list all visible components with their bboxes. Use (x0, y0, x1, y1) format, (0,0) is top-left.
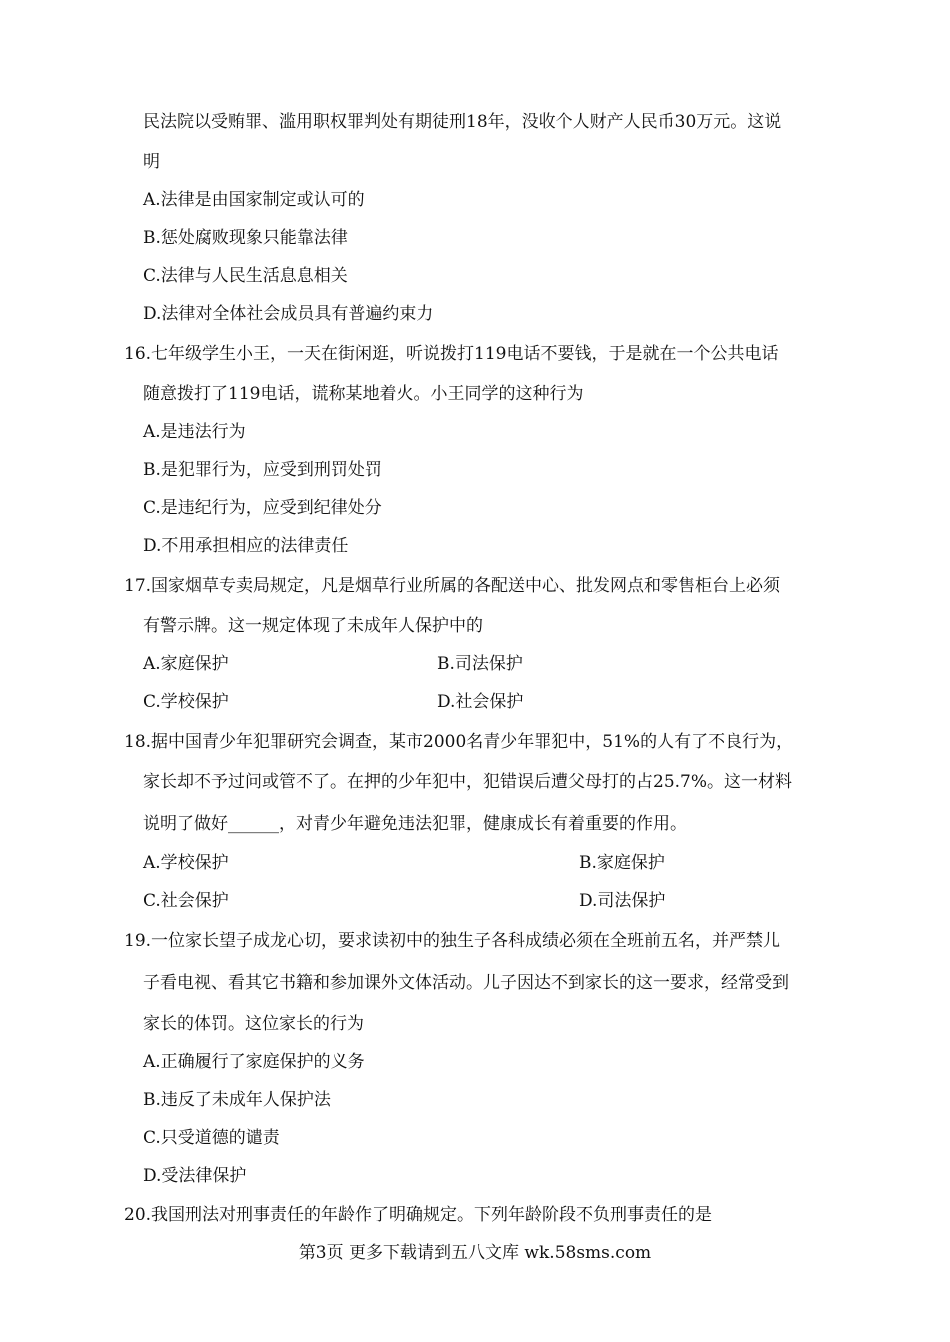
q16-stem-line2: 随意拨打了119电话，谎称某地着火。小王同学的这种行为 (143, 384, 584, 404)
q15-option-b: B.惩处腐败现象只能靠法律 (143, 228, 348, 248)
q19-option-b: B.违反了未成年人保护法 (143, 1090, 331, 1110)
q19-stem-line2: 子看电视、看其它书籍和参加课外文体活动。儿子因达不到家长的这一要求，经常受到 (143, 973, 789, 993)
q17-stem-line1: 17.国家烟草专卖局规定，凡是烟草行业所属的各配送中心、批发网点和零售柜台上必须 (124, 576, 781, 596)
q18-option-c: C.社会保护 (143, 891, 229, 911)
page-footer: 第3页 更多下载请到五八文库 wk.58sms.com (298, 1243, 652, 1263)
q15-stem-line2: 明 (143, 152, 160, 172)
q17-option-c: C.学校保护 (143, 692, 229, 712)
q18-stem-line3: 说明了做好______，对青少年避免违法犯罪，健康成长有着重要的作用。 (143, 814, 687, 834)
q18-option-d: D.司法保护 (579, 891, 666, 911)
q18-stem-line2: 家长却不予过问或管不了。在押的少年犯中，犯错误后遭父母打的占25.7%。这一材料 (143, 772, 793, 792)
q16-option-a: A.是违法行为 (143, 422, 246, 442)
q19-option-c: C.只受道德的谴责 (143, 1128, 280, 1148)
q16-option-d: D.不用承担相应的法律责任 (143, 536, 349, 556)
q15-option-a: A.法律是由国家制定或认可的 (143, 190, 365, 210)
q20-stem-line1: 20.我国刑法对刑事责任的年龄作了明确规定。下列年龄阶段不负刑事责任的是 (124, 1205, 713, 1225)
q19-option-d: D.受法律保护 (143, 1166, 247, 1186)
q18-option-b: B.家庭保护 (579, 853, 665, 873)
q17-option-b: B.司法保护 (437, 654, 523, 674)
q15-option-c: C.法律与人民生活息息相关 (143, 266, 348, 286)
q19-option-a: A.正确履行了家庭保护的义务 (143, 1052, 365, 1072)
q18-stem-line1: 18.据中国青少年犯罪研究会调查，某市2000名青少年罪犯中，51%的人有了不良行为， (124, 732, 794, 752)
q16-option-b: B.是犯罪行为，应受到刑罚处罚 (143, 460, 382, 480)
q17-stem-line2: 有警示牌。这一规定体现了未成年人保护中的 (143, 616, 483, 636)
q15-option-d: D.法律对全体社会成员具有普遍约束力 (143, 304, 434, 324)
q17-option-a: A.家庭保护 (143, 654, 229, 674)
q16-option-c: C.是违纪行为，应受到纪律处分 (143, 498, 382, 518)
q19-stem-line1: 19.一位家长望子成龙心切，要求读初中的独生子各科成绩必须在全班前五名，并严禁儿 (124, 931, 781, 951)
q18-option-a: A.学校保护 (143, 853, 229, 873)
q17-option-d: D.社会保护 (437, 692, 524, 712)
q19-stem-line3: 家长的体罚。这位家长的行为 (143, 1014, 364, 1034)
q16-stem-line1: 16.七年级学生小王，一天在街闲逛，听说拨打119电话不要钱，于是就在一个公共电话 (124, 344, 779, 364)
q15-stem-line1: 民法院以受贿罪、滥用职权罪判处有期徒刑18年，没收个人财产人民币30万元。这说 (143, 112, 782, 132)
